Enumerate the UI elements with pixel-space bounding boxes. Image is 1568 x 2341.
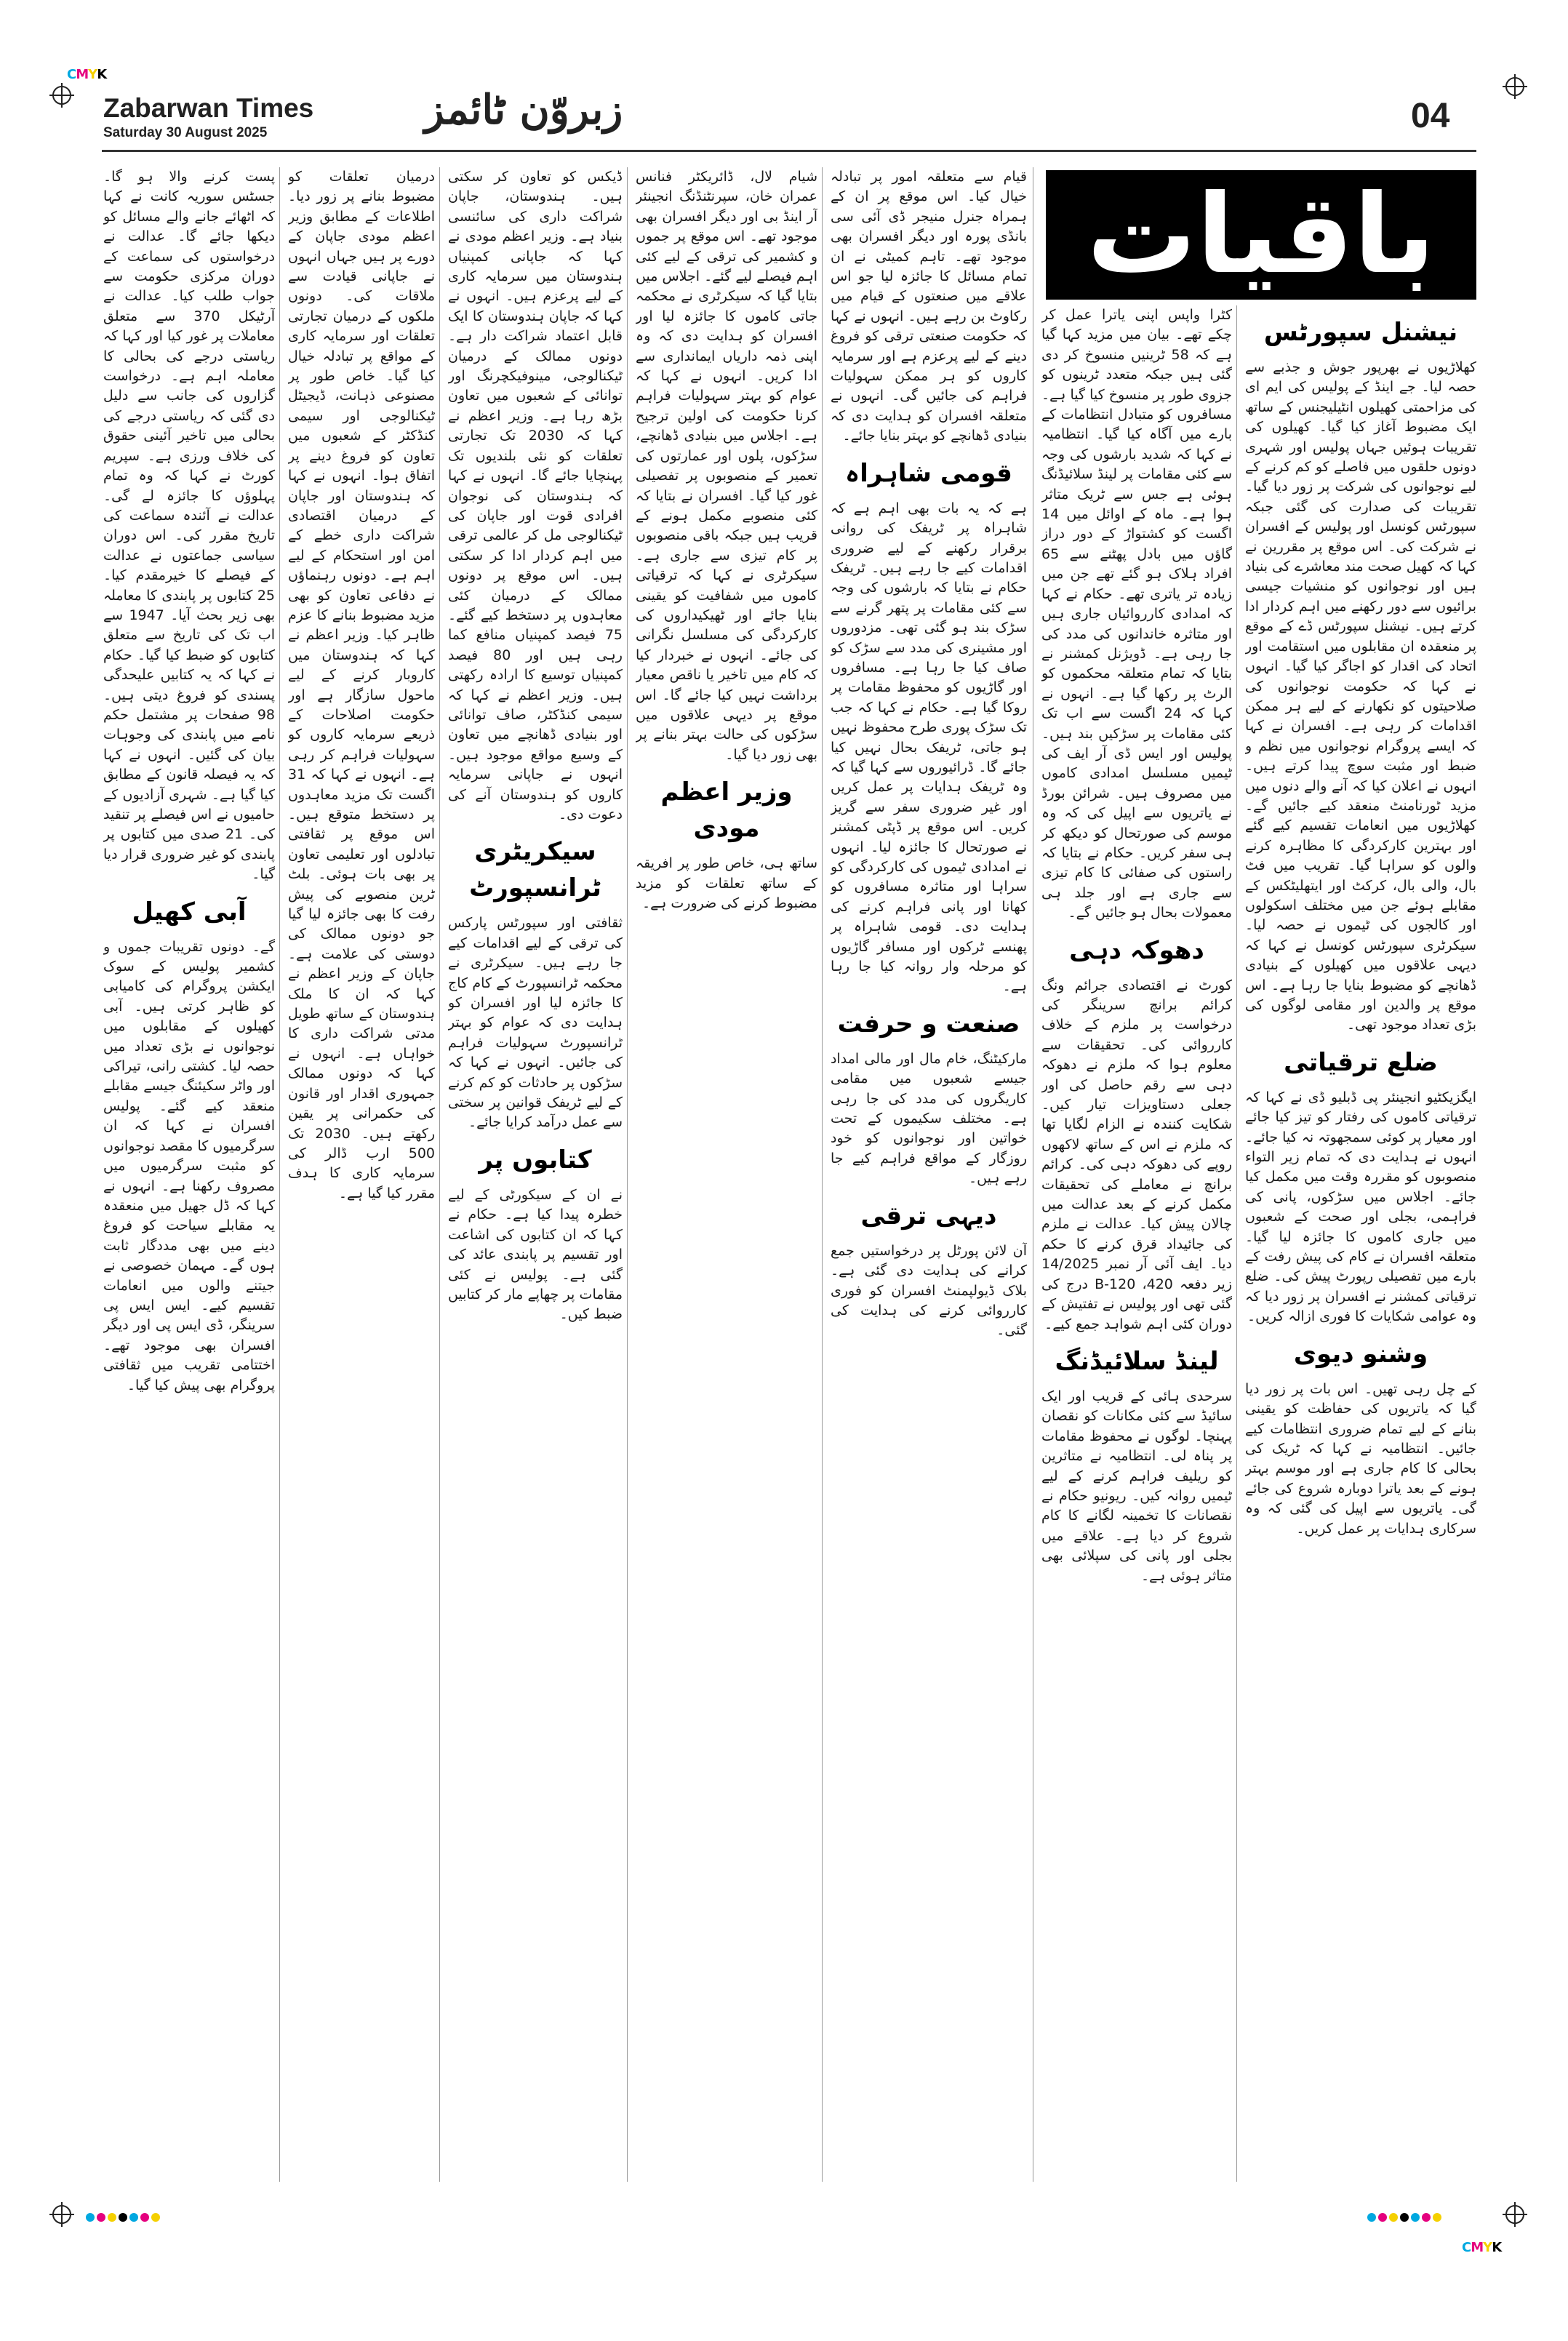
article-text: مارکیٹنگ، خام مال اور مالی امداد جیسے شعبوں میں مقامی کاریگروں کی مدد کی جا رہی ہے۔ مختلف سکیموں کے تحت خواتین اور نوجوانوں کو خود روزگار کے مواقع فراہم کیے جا رہے ہیں۔ (831, 1050, 1027, 1187)
article-headline: وزیر اعظم مودی (660, 777, 793, 844)
article-text: نے ان کے سیکورٹی کے لیے خطرہ پیدا کیا ہے۔ حکام نے کہا کہ ان کتابوں کی اشاعت اور تقسیم پر پابندی عائد کی گئی ہے۔ پولیس نے کئی مقامات پر چھاپے مار کر کتابیں ضبط کیں۔ (448, 1186, 623, 1323)
article-text: شیام لال، ڈائریکٹر فنانس عمران خان، سپرنٹنڈنگ انجینئر آر اینڈ بی اور دیگر افسران بھی موجود تھے۔ اس موقع پر جموں و کشمیر کی ترقی کے لیے کئی اہم فیصلے لیے گئے۔ اجلاس میں بتایا گیا کہ سیکرٹری نے محکمہ جاتی کاموں کا جائزہ لیا اور افسران کو ہدایت دی کہ وہ اپنی ذمہ داریاں ایمانداری سے ادا کریں۔ انہوں نے کہا کہ عوام کو بہتر سہولیات فراہم کرنا حکومت کی اولین ترجیح ہے۔ اجلاس میں بنیادی ڈھانچے، سڑکوں، پلوں اور عمارتوں کی تعمیر کے منصوبوں پر تفصیلی غور کیا گیا۔ افسران نے بتایا کہ کئی منصوبے مکمل ہونے کے قریب ہیں جبکہ باقی منصوبوں پر کام تیزی سے جاری ہے۔ سیکرٹری نے کہا کہ ترقیاتی کاموں میں شفافیت کو یقینی بنایا جائے اور ٹھیکیداروں کی کارکردگی کی مسلسل نگرانی کی جائے۔ انہوں نے خبردار کیا کہ کام میں تاخیر یا ناقص معیار برداشت نہیں کیا جائے گا۔ اس موقع پر دیہی علاقوں میں سڑکوں کی حالت بہتر بنانے پر بھی زور دیا گیا۔ (636, 169, 817, 763)
article-headline: ضلع ترقیاتی (1284, 1047, 1438, 1077)
article-column-3 (831, 167, 1027, 2189)
column-divider (439, 167, 440, 2182)
article-headline: آبی کھیل (132, 897, 247, 927)
article-text: کورٹ نے اقتصادی جرائم ونگ کرائم برانچ سرینگر کی درخواست پر ملزم کے خلاف کارروائی کی۔ تحقیقات سے معلوم ہوا کہ ملزم نے دھوکہ دہی سے رقم حاصل کی اور جعلی دستاویزات تیار کیں۔ شکایت کنندہ نے الزام لگایا تھا کہ ملزم نے اس کے ساتھ لاکھوں روپے کی دھوکہ دہی کی۔ کرائم برانچ نے معاملے کی تحقیقات مکمل کرنے کے بعد عدالت میں چالان پیش کیا۔ عدالت نے ملزم کی جائیداد قرق کرنے کا حکم دیا۔ ایف آئی آر نمبر 14/2025 زیر دفعہ 420، 120-B درج کی گئی تھی اور پولیس نے تفتیش کے دوران کئی اہم شواہد جمع کیے۔ (1041, 977, 1232, 1332)
registration-mark-top-right (1505, 77, 1524, 96)
article-headline: کتابوں پر (479, 1145, 592, 1174)
article-text: ساتھ ہی، خاص طور پر افریقہ کے ساتھ تعلقات کو مزید مضبوط کرنے کی ضرورت ہے۔ (636, 855, 817, 911)
newspaper-logo: زبروّن ٹائمز (424, 86, 623, 134)
newspaper-brand: Zabarwan Times (103, 93, 314, 123)
masthead-rule (102, 150, 1476, 152)
article-headline: صنعت و حرفت (837, 1009, 1020, 1039)
article-text: کھلاڑیوں نے بھرپور جوش و جذبے سے حصہ لیا۔ جے اینڈ کے پولیس کی ایم ای کی مزاحمتی کھیلوں انٹیلیجنس کے ساتھ ایک مضبوط آغاز کیا گیا۔ کھیلوں کی تقریبات ہوئیں جہاں پولیس اور شہری دونوں حلقوں میں فاصلے کو کم کرنے کے لیے نوجوانوں کی شرکت پر زور دیا گیا۔ تقریبات کی صدارت کی گئی جبکہ سپورٹس کونسل اور پولیس کے افسران نے شرکت کی۔ اس موقع پر مقررین نے کہا کہ کھیل صحت مند معاشرے کی بنیاد ہیں اور نوجوانوں کو منشیات جیسی برائیوں سے دور رکھنے میں اہم کردار ادا کرتے ہیں۔ نیشنل سپورٹس ڈے کے موقع پر منعقدہ ان مقابلوں میں استقامت اور اتحاد کی اقدار کو اجاگر کیا گیا۔ انہوں نے کہا کہ حکومت نوجوانوں کی صلاحیتوں کو نکھارنے کے لیے ہر ممکن اقدامات کر رہی ہے۔ افسران نے کہا کہ ایسے پروگرام نوجوانوں میں نظم و ضبط اور مثبت سوچ پیدا کرتے ہیں۔ انہوں نے اعلان کیا کہ آنے والے دنوں میں مزید ٹورنامنٹ منعقد کیے جائیں گے۔ کھلاڑیوں میں انعامات تقسیم کیے گئے اور بہترین کارکردگی کا مظاہرہ کرنے والوں کو سراہا گیا۔ تقریب میں فٹ بال، والی بال، کرکٹ اور ایتھلیٹکس کے مقابلے ہوئے جن میں مختلف اسکولوں اور کالجوں کی ٹیموں نے حصہ لیا۔ سیکرٹری سپورٹس کونسل نے کہا کہ دیہی علاقوں میں کھیلوں کے بنیادی ڈھانچے کو مضبوط بنایا جا رہا ہے۔ اس موقع پر والدین اور مقامی لوگوں کی بڑی تعداد موجود تھی۔ (1245, 359, 1476, 1033)
article-headline: دھوکہ دہی (1069, 935, 1204, 965)
column-divider (1236, 305, 1237, 2182)
article-headline: وشنو دیوی (1293, 1339, 1428, 1369)
article-headline: نیشنل سپورٹس (1263, 318, 1458, 347)
section-banner: باقیات (1046, 170, 1476, 300)
color-dots-left (86, 2211, 162, 2225)
article-text: درمیان تعلقات کو مضبوط بنانے پر زور دیا۔ اطلاعات کے مطابق وزیر اعظم مودی جاپان کے دورے پر ہیں جہاں انہوں نے جاپانی قیادت سے ملاقات کی۔ دونوں ملکوں کے درمیان تجارتی تعلقات اور سرمایہ کاری کے مواقع پر تبادلہ خیال کیا گیا۔ خاص طور پر مصنوعی ذہانت، ڈیجیٹل ٹیکنالوجی اور سیمی کنڈکٹر کے شعبوں میں تعاون کو فروغ دینے پر اتفاق ہوا۔ انہوں نے کہا کہ ہندوستان اور جاپان کے درمیان اقتصادی شراکت داری خطے کے امن اور استحکام کے لیے اہم ہے۔ دونوں رہنماؤں نے دفاعی تعاون کو بھی مزید مضبوط بنانے کا عزم ظاہر کیا۔ وزیر اعظم نے کہا کہ ہندوستان میں کاروبار کرنے کے لیے ماحول سازگار ہے اور حکومت اصلاحات کے ذریعے سرمایہ کاروں کو سہولیات فراہم کر رہی ہے۔ انہوں نے کہا کہ 31 اگست تک مزید معاہدوں پر دستخط متوقع ہیں۔ اس موقع پر ثقافتی تبادلوں اور تعلیمی تعاون پر بھی بات ہوئی۔ بلٹ ٹرین منصوبے کی پیش رفت کا بھی جائزہ لیا گیا جو دونوں ممالک کی دوستی کی علامت ہے۔ جاپان کے وزیر اعظم نے کہا کہ ان کا ملک ہندوستان کے ساتھ طویل مدتی شراکت داری کا خواہاں ہے۔ انہوں نے کہا کہ دونوں ممالک جمہوری اقدار اور قانون کی حکمرانی پر یقین رکھتے ہیں۔ 2030 تک 500 ارب ڈالر کی سرمایہ کاری کا ہدف مقرر کیا گیا ہے۔ (288, 169, 435, 1201)
article-headline: لینڈ سلائیڈنگ (1055, 1346, 1219, 1376)
article-column-7 (103, 167, 275, 2189)
article-headline: دیہی ترقی (860, 1201, 997, 1230)
cmyk-mark-top: CMYK (67, 67, 107, 82)
article-text: کٹرا واپس اپنی یاترا عمل کر چکے تھے۔ بیان میں مزید کہا گیا ہے کہ 58 ٹرینیں منسوخ کر دی گئی ہیں جبکہ متعدد ٹرینوں کو جزوی طور پر منسوخ کیا گیا ہے۔ مسافروں کو متبادل انتظامات کے بارے میں آگاہ کیا گیا۔ انتظامیہ نے کہا کہ شدید بارشوں کی وجہ سے کئی مقامات پر لینڈ سلائیڈنگ ہوئی ہے جس سے ٹریک متاثر ہوا ہے۔ ماہ کے اوائل میں 14 اگست کو کشتواڑ کے دور دراز گاؤں میں بادل پھٹنے سے 65 افراد ہلاک ہو گئے تھے جن میں زیادہ تر یاتری تھے۔ حکام نے کہا کہ امدادی کارروائیاں جاری ہیں اور متاثرہ خاندانوں کی مدد کی جا رہی ہے۔ ڈویژنل کمشنر نے بتایا کہ تمام متعلقہ محکموں کو الرٹ پر رکھا گیا ہے۔ انہوں نے کہا کہ 24 اگست سے اب تک کئی مقامات پر سڑکیں بند ہیں۔ پولیس اور ایس ڈی آر ایف کی ٹیمیں مسلسل امدادی کاموں میں مصروف ہیں۔ شرائن بورڈ نے یاتریوں سے اپیل کی کہ وہ موسم کی صورتحال کو دیکھ کر ہی سفر کریں۔ حکام نے بتایا کہ راستوں کی صفائی کا کام تیزی سے جاری ہے اور جلد ہی معمولات بحال ہو جائیں گے۔ (1041, 307, 1232, 921)
article-text: ہے کہ یہ بات بھی اہم ہے کہ شاہراہ پر ٹریفک کی روانی برقرار رکھنے کے لیے ضروری اقدامات کیے جا رہے ہیں۔ ٹریفک حکام نے بتایا کہ بارشوں کی وجہ سے کئی مقامات پر پتھر گرنے سے سڑک بند ہو گئی تھی۔ مزدوروں اور مشینری کی مدد سے سڑک کو صاف کیا جا رہا ہے۔ مسافروں اور گاڑیوں کو محفوظ مقامات پر روکا گیا ہے۔ حکام نے کہا کہ جب تک سڑک پوری طرح محفوظ نہیں ہو جاتی، ٹریفک بحال نہیں کیا جائے گا۔ ڈرائیوروں سے کہا گیا کہ وہ ٹریفک ہدایات پر عمل کریں اور غیر ضروری سفر سے گریز کریں۔ اس موقع پر ڈپٹی کمشنر نے صورتحال کا جائزہ لیا۔ انہوں نے امدادی ٹیموں کی کارکردگی کو سراہا اور متاثرہ مسافروں کو کھانا اور پانی فراہم کرنے کی ہدایت دی۔ قومی شاہراہ پر پھنسے ٹرکوں اور مسافر گاڑیوں کو مرحلہ وار روانہ کیا جا رہا ہے۔ (831, 500, 1027, 995)
article-column-6 (288, 167, 435, 2189)
article-text: پست کرنے والا ہو گا۔ جسٹس سوریہ کانت نے کہا کہ اٹھائے جانے والے مسائل کو دیکھا جائے گا۔ عدالت نے درخواستوں کی سماعت کے دوران مرکزی حکومت سے جواب طلب کیا۔ عدالت نے آرٹیکل 370 سے متعلق معاملات پر غور کیا اور کہا کہ ریاستی درجے کی بحالی کا معاملہ اہم ہے۔ درخواست گزاروں کی جانب سے دلیل دی گئی کہ ریاستی درجے کی بحالی میں تاخیر آئینی حقوق کی خلاف ورزی ہے۔ سپریم کورٹ نے کہا کہ وہ تمام پہلوؤں کا جائزہ لے گی۔ عدالت نے آئندہ سماعت کی تاریخ مقرر کی۔ اس دوران سیاسی جماعتوں نے عدالت کے فیصلے کا خیرمقدم کیا۔ 25 کتابوں پر پابندی کا معاملہ بھی زیر بحث آیا۔ 1947 سے اب تک کی تاریخ سے متعلق کتابوں کو ضبط کیا گیا۔ حکام نے کہا کہ یہ کتابیں علیحدگی پسندی کو فروغ دیتی ہیں۔ 98 صفحات پر مشتمل حکم نامے میں پابندی کی وجوہات بیان کی گئیں۔ انہوں نے کہا کہ یہ فیصلہ قانون کے مطابق کیا گیا ہے۔ شہری آزادیوں کے حامیوں نے اس فیصلے پر تنقید کی۔ 21 صدی میں کتابوں پر پابندی کو غیر ضروری قرار دیا گیا۔ (103, 169, 275, 883)
article-text: کے چل رہی تھیں۔ اس بات پر زور دیا گیا کہ یاتریوں کی حفاظت کو یقینی بنانے کے لیے تمام ضروری انتظامات کیے جائیں۔ انتظامیہ نے کہا کہ ٹریک کی بحالی کا کام جاری ہے اور موسم بہتر ہونے کے بعد یاترا دوبارہ شروع کی جائے گی۔ یاتریوں سے اپیل کی گئی کہ وہ سرکاری ہدایات پر عمل کریں۔ (1245, 1380, 1476, 1537)
article-headline: قومی شاہراہ (845, 458, 1012, 488)
article-text: ڈیکس کو تعاون کر سکتی ہیں۔ ہندوستان، جاپان شراکت داری کی سائنسی بنیاد ہے۔ وزیر اعظم مودی نے کہا کہ جاپانی کمپنیاں ہندوستان میں سرمایہ کاری کے لیے پرعزم ہیں۔ انہوں نے کہا کہ جاپان ہندوستان کا ایک قابل اعتماد شراکت دار ہے۔ دونوں ممالک کے درمیان ٹیکنالوجی، مینوفیکچرنگ اور توانائی کے شعبوں میں تعاون بڑھ رہا ہے۔ وزیر اعظم نے کہا کہ 2030 تک تجارتی تعلقات کو نئی بلندیوں تک پہنچایا جائے گا۔ انہوں نے کہا کہ ہندوستان کی نوجوان افرادی قوت اور جاپان کی ٹیکنالوجی مل کر عالمی ترقی میں اہم کردار ادا کر سکتی ہیں۔ اس موقع پر دونوں ممالک کے درمیان کئی معاہدوں پر دستخط کیے گئے۔ 75 فیصد کمپنیاں منافع کما رہی ہیں اور 80 فیصد کمپنیاں توسیع کا ارادہ رکھتی ہیں۔ وزیر اعظم نے کہا کہ سیمی کنڈکٹر، صاف توانائی اور بنیادی ڈھانچے میں تعاون کے وسیع مواقع موجود ہیں۔ انہوں نے جاپانی سرمایہ کاروں کو ہندوستان آنے کی دعوت دی۔ (448, 169, 623, 823)
article-text: گے۔ دونوں تقریبات جموں و کشمیر پولیس کے سوک ایکشن پروگرام کی کامیابی کو ظاہر کرتی ہیں۔ آبی کھیلوں کے مقابلوں میں نوجوانوں نے بڑی تعداد میں حصہ لیا۔ کشتی رانی، تیراکی اور واٹر سکیئنگ جیسے مقابلے منعقد کیے گئے۔ پولیس افسران نے کہا کہ ان سرگرمیوں کا مقصد نوجوانوں کو مثبت سرگرمیوں میں مصروف رکھنا ہے۔ انہوں نے کہا کہ ڈل جھیل میں منعقدہ یہ مقابلے سیاحت کو فروغ دینے میں بھی مددگار ثابت ہوں گے۔ مہمان خصوصی نے جیتنے والوں میں انعامات تقسیم کیے۔ ایس ایس پی سرینگر، ڈی ایس پی اور دیگر افسران بھی موجود تھے۔ اختتامی تقریب میں ثقافتی پروگرام بھی پیش کیا گیا۔ (103, 938, 275, 1393)
article-headline: سیکریٹری ٹرانسپورٹ (469, 837, 601, 903)
column-divider (822, 167, 823, 2182)
article-text: ثقافتی اور سپورٹس پارکس کی ترقی کے لیے اقدامات کیے جا رہے ہیں۔ سیکرٹری نے محکمہ ٹرانسپورٹ کے کام کاج کا جائزہ لیا اور افسران کو ہدایت دی کہ عوام کو بہتر ٹرانسپورٹ سہولیات فراہم کی جائیں۔ انہوں نے کہا کہ سڑکوں پر حادثات کو کم کرنے کے لیے ٹریفک قوانین پر سختی سے عمل درآمد کرایا جائے۔ (448, 915, 623, 1131)
article-text: قیام سے متعلقہ امور پر تبادلہ خیال کیا۔ اس موقع پر ان کے ہمراہ جنرل منیجر ڈی آئی سی بانڈی پورہ اور دیگر افسران بھی موجود تھے۔ تاہم کمیٹی نے ان تمام مسائل کا جائزہ لیا جو اس علاقے میں صنعتوں کے قیام میں رکاوٹ بن رہے ہیں۔ انہوں نے کہا کہ حکومت صنعتی ترقی کو فروغ دینے کے لیے پرعزم ہے اور سرمایہ کاروں کو ہر ممکن سہولیات فراہم کی جائیں گی۔ انہوں نے متعلقہ افسران کو ہدایت دی کہ بنیادی ڈھانچے کو بہتر بنایا جائے۔ (831, 169, 1027, 444)
column-divider (279, 167, 280, 2182)
article-text: ایگزیکٹیو انجینئر پی ڈبلیو ڈی نے کہا کہ ترقیاتی کاموں کی رفتار کو تیز کیا جائے اور معیار پر کوئی سمجھوتہ نہ کیا جائے۔ انہوں نے ہدایت دی کہ تمام زیر التواء منصوبوں کو مقررہ وقت میں مکمل کیا جائے۔ اجلاس میں سڑکوں، پانی کی فراہمی، بجلی اور صحت کے شعبوں میں جاری کاموں کا جائزہ لیا گیا۔ متعلقہ افسران نے کام کی پیش رفت کے بارے میں تفصیلی رپورٹ پیش کی۔ ضلع ترقیاتی کمشنر نے افسران پر زور دیا کہ وہ عوامی شکایات کا فوری ازالہ کریں۔ (1245, 1089, 1476, 1325)
article-column-4 (636, 167, 817, 2189)
registration-mark-top-left (52, 86, 71, 105)
article-text: سرحدی ہائی کے قریب اور ایک سائیڈ سے کئی مکانات کو نقصان پہنچا۔ لوگوں نے محفوظ مقامات پر پناہ لی۔ انتظامیہ نے متاثرین کو ریلیف فراہم کرنے کے لیے ٹیمیں روانہ کیں۔ ریونیو حکام نے نقصانات کا تخمینہ لگانے کا کام شروع کر دیا ہے۔ علاقے میں بجلی اور پانی کی سپلائی بھی متاثر ہوئی ہے۔ (1041, 1388, 1232, 1584)
article-column-5 (448, 167, 623, 2189)
registration-mark-bottom-left (52, 2205, 71, 2224)
issue-date: Saturday 30 August 2025 (103, 125, 268, 140)
article-text: آن لائن پورٹل پر درخواستیں جمع کرانے کی ہدایت دی گئی ہے۔ بلاک ڈیولپمنٹ افسران کو فوری کارروائی کرنے کی ہدایت کی گئی۔ (831, 1242, 1027, 1339)
column-divider (627, 167, 628, 2182)
article-column-1 (1245, 305, 1476, 2189)
cmyk-mark-bottom: CMYK (1462, 2240, 1502, 2255)
article-column-2 (1041, 305, 1232, 2189)
page-number: 04 (1411, 97, 1450, 135)
color-dots-right (1367, 2211, 1444, 2225)
registration-mark-bottom-right (1505, 2205, 1524, 2224)
